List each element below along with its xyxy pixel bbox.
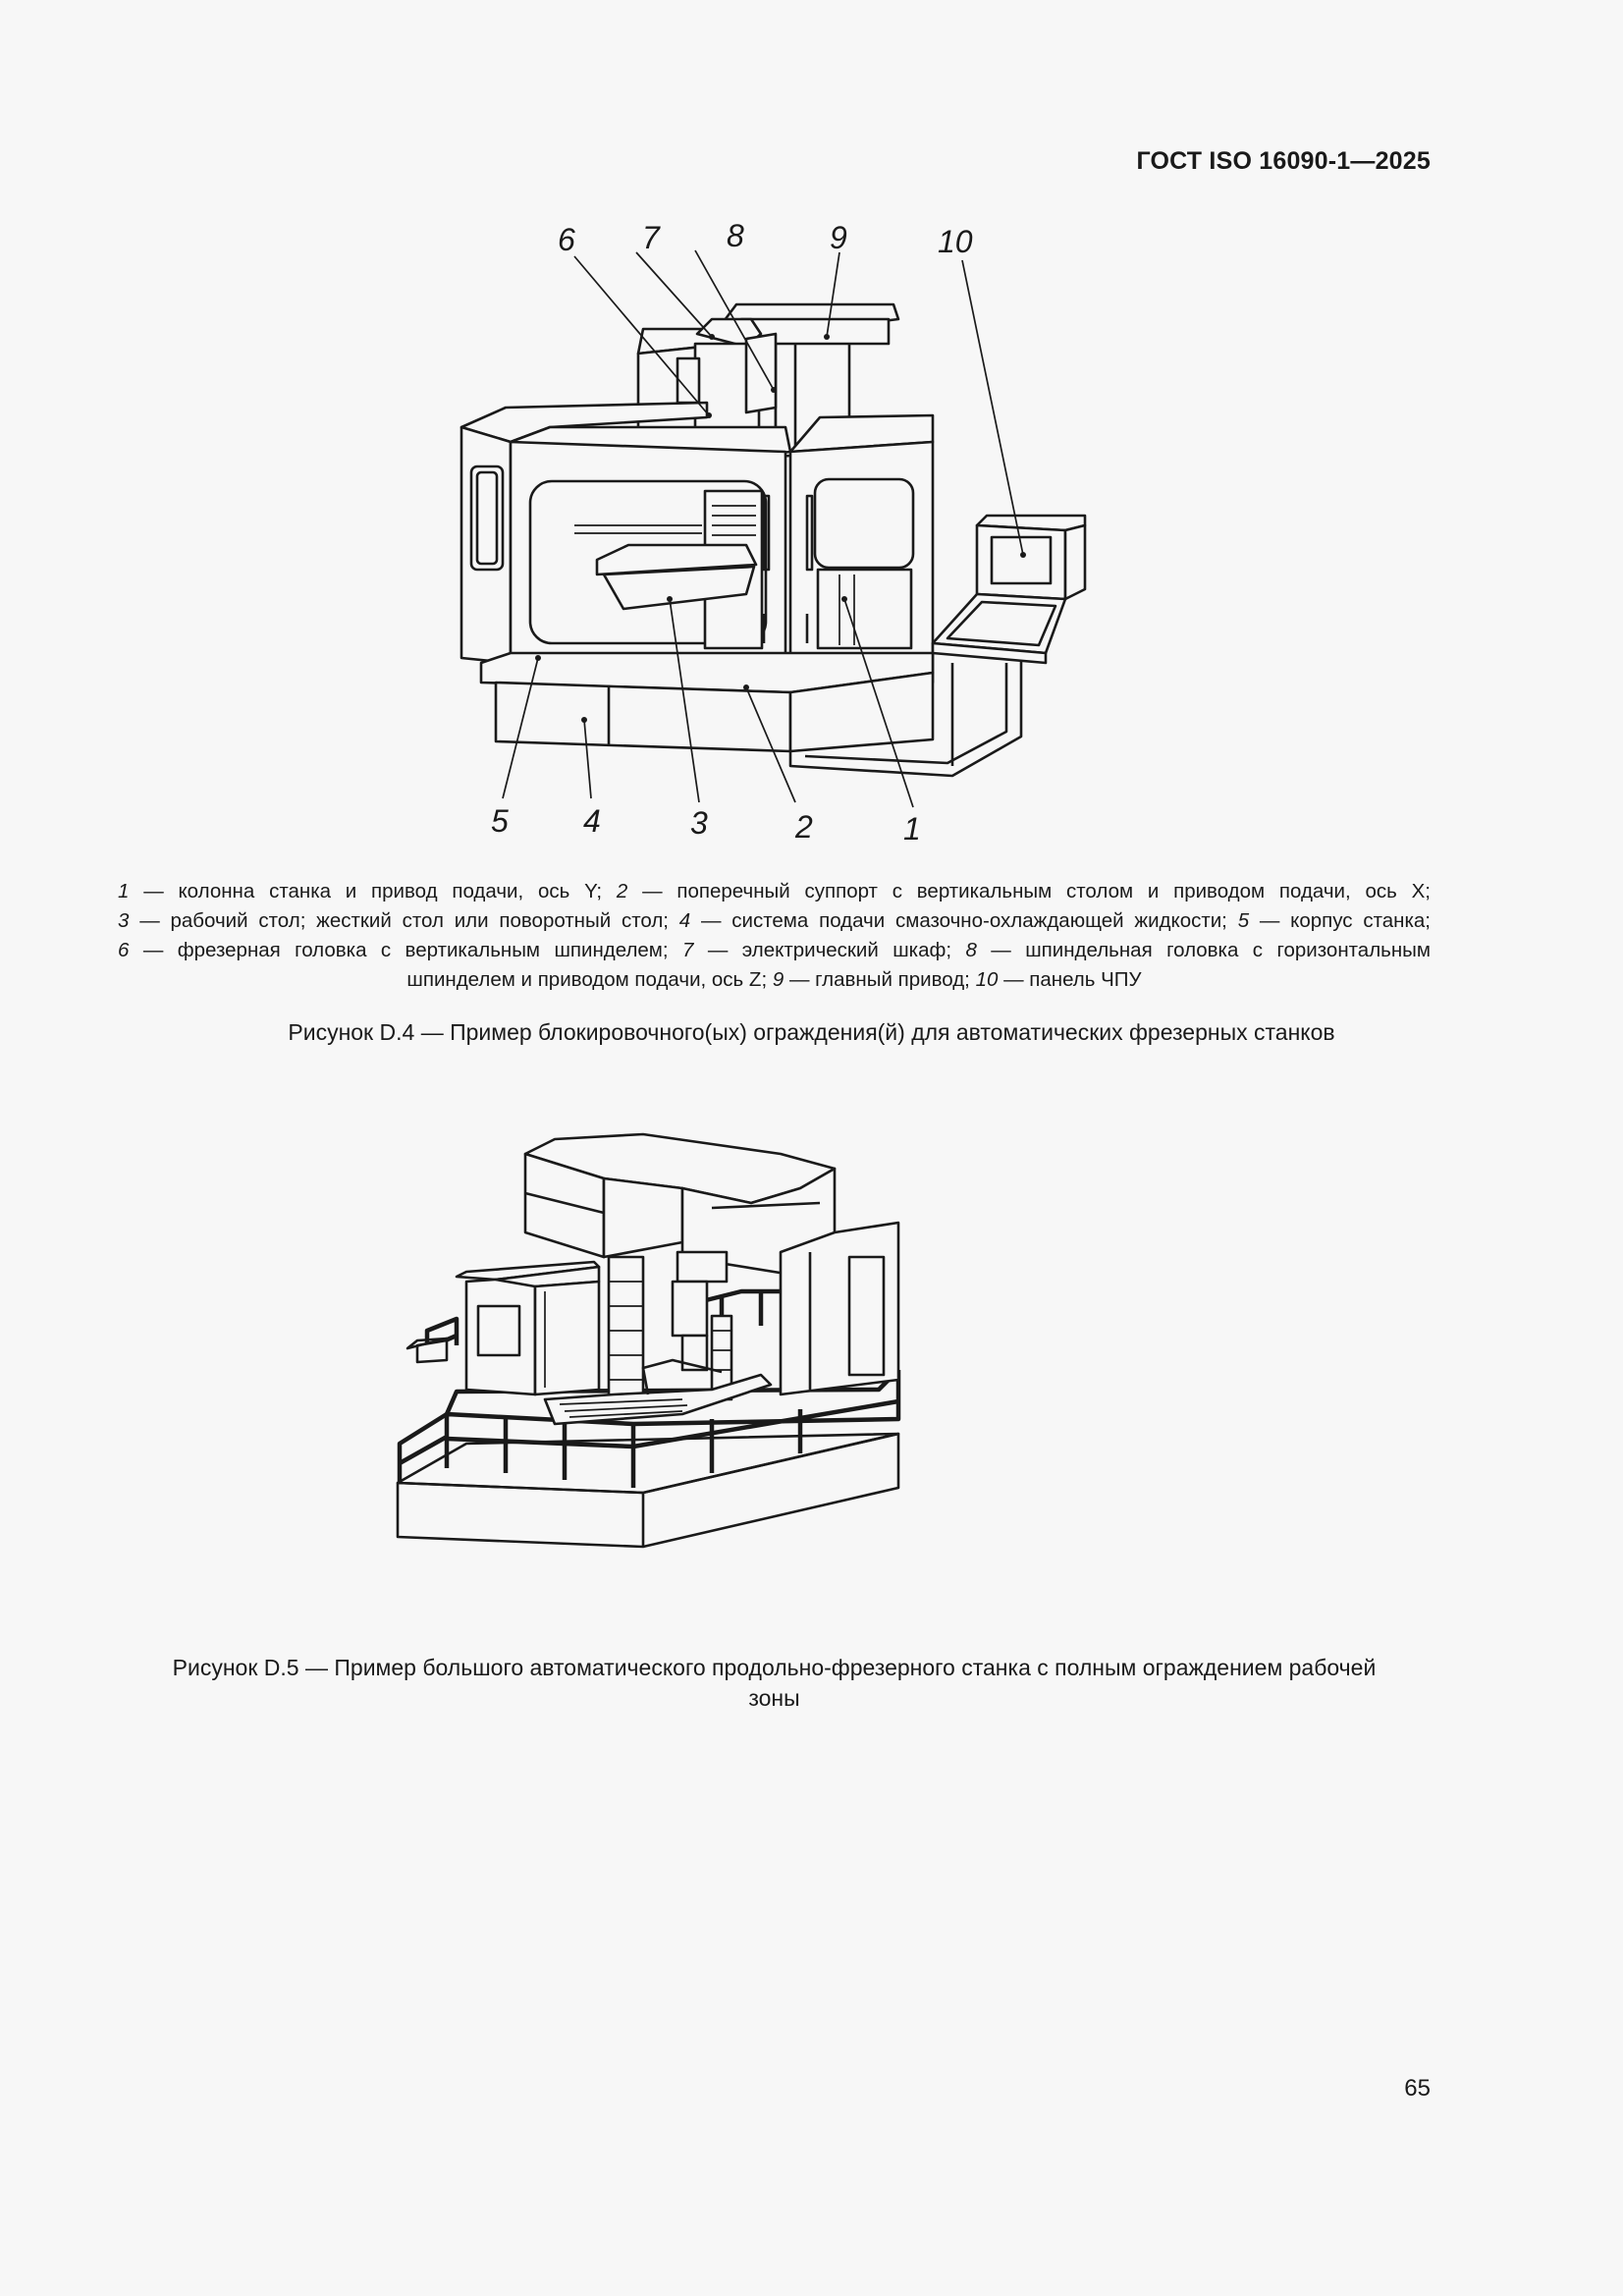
callout-7: 7 [642, 221, 660, 255]
callout-2: 2 [795, 809, 813, 845]
page-number: 65 [1404, 2075, 1431, 2102]
figure-d5-caption: Рисунок D.5 — Пример большого автоматического продольно-фрезерного станка с полным ограждением рабочей зоны [172, 1655, 1377, 1711]
figure-d4-caption: Рисунок D.4 — Пример блокировочного(ых) ограждения(й) для автоматических фрезерных станков [288, 1019, 1335, 1045]
callout-4: 4 [583, 803, 601, 839]
legend-line: 3 — рабочий стол; жесткий стол или поворотный стол; 4 — система подачи смазочно-охлаждающей жидкости; 5 — корпус станка; [118, 909, 1431, 932]
callout-10: 10 [938, 224, 973, 259]
callout-3: 3 [690, 805, 708, 841]
figure-d4-drawing [452, 221, 1159, 859]
legend-line: 1 — колонна станка и привод подачи, ось Y; 2 — поперечный суппорт с вертикальным столом и приводом подачи, ось X; [118, 880, 1431, 902]
callout-6: 6 [558, 222, 575, 257]
callout-9: 9 [830, 221, 847, 255]
standard-header: ГОСТ ISO 16090-1—2025 [1136, 147, 1431, 175]
callout-1: 1 [903, 811, 921, 847]
legend-line: 6 — фрезерная головка с вертикальным шпинделем; 7 — электрический шкаф; 8 — шпиндельная головка с горизонтальным [118, 939, 1431, 961]
milling-head [677, 1252, 727, 1282]
coolant-tank [496, 683, 790, 751]
callout-8: 8 [727, 221, 744, 253]
figure-d5-drawing [388, 1095, 1173, 1635]
legend-line: шпинделем и приводом подачи, ось Z; 9 — главный привод; 10 — панель ЧПУ [406, 968, 1142, 991]
callout-5: 5 [491, 803, 509, 839]
figure-d4-legend [118, 877, 1431, 995]
right-column [781, 1223, 898, 1394]
